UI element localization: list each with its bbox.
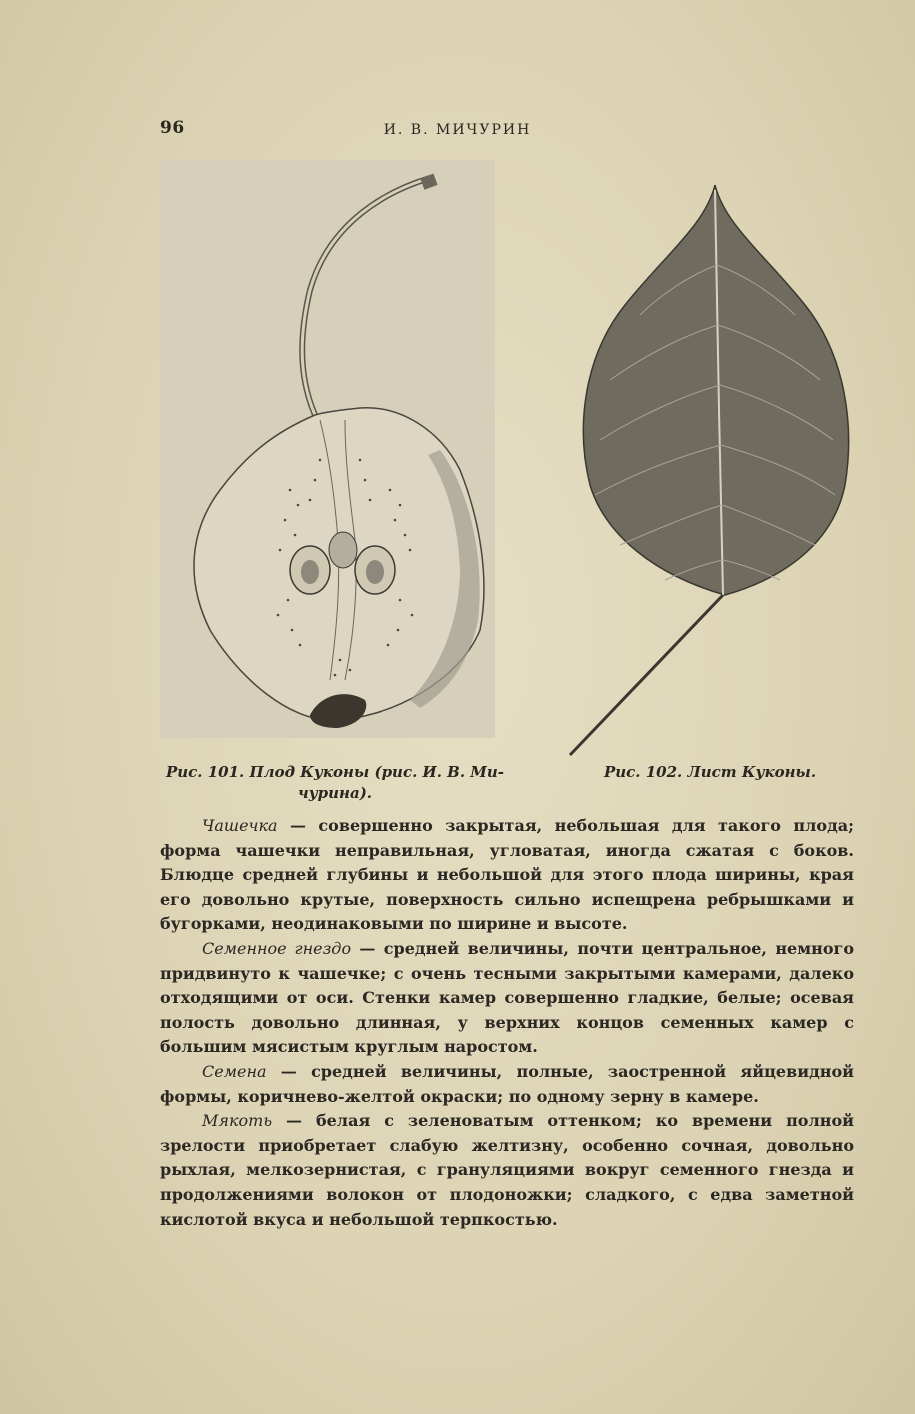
- paragraph-text: — средней величины, полные, заостренной яйцевидной формы, коричнево-желтой окраски; по одному зерну в камере.: [160, 1061, 854, 1106]
- figure-101-caption-line2: чурина).: [297, 784, 373, 802]
- paragraph-text: — средней величины, почти центральное, немного придвинуто к чашечке; с очень тесными закрытыми камерами, далеко отходящими от оси. Стенки камер совершенно гладкие, белые; осевая полость довольно длинная, у верхних концов семенных камер с большим мясистым круглым наростом.: [160, 938, 854, 1057]
- paragraph-term: Семенное гнездо: [202, 938, 352, 958]
- body-text: [160, 814, 854, 1232]
- paragraph-text: — совершенно закрытая, небольшая для такого плода; форма чашечки неправильная, угловатая, иногда сжатая с боков. Блюдце средней глубины и небольшой для этого плода ширины, края его довольно крутые, поверхность сильно испещрена ребрышками и бугорками, неодинаковыми по ширине и высоте.: [160, 816, 854, 934]
- paragraph-calyx: [160, 814, 854, 937]
- paragraph-term: Мякоть: [202, 1111, 273, 1131]
- pear-fruit-illustration: [160, 160, 495, 738]
- figure-101-caption: [145, 762, 525, 804]
- figure-102-caption: Рис. 102. Лист Куконы.: [603, 763, 817, 781]
- paragraph-seed-nest: [160, 937, 854, 1060]
- pear-leaf-illustration: [565, 165, 865, 760]
- paragraph-seeds: [160, 1060, 854, 1109]
- page-number: 96: [160, 118, 185, 138]
- running-head: И. В. МИЧУРИН: [383, 122, 532, 138]
- figure-101-caption-line1: Рис. 101. Плод Куконы (рис. И. В. Ми-: [165, 763, 505, 781]
- paragraph-flesh: [160, 1109, 854, 1232]
- paragraph-term: Чашечка: [202, 816, 278, 835]
- paragraph-text: — белая с зеленоватым оттенком; ко времени полной зрелости приобретает слабую желтизну, особенно сочная, довольно рыхлая, мелкозернистая, с грануляциями вокруг семенного гнезда и продолжениями волокон от плодоножки; сладкого, с едва заметной кислотой вкуса и небольшой терпкостью.: [160, 1111, 854, 1229]
- paragraph-term: Семена: [202, 1061, 267, 1081]
